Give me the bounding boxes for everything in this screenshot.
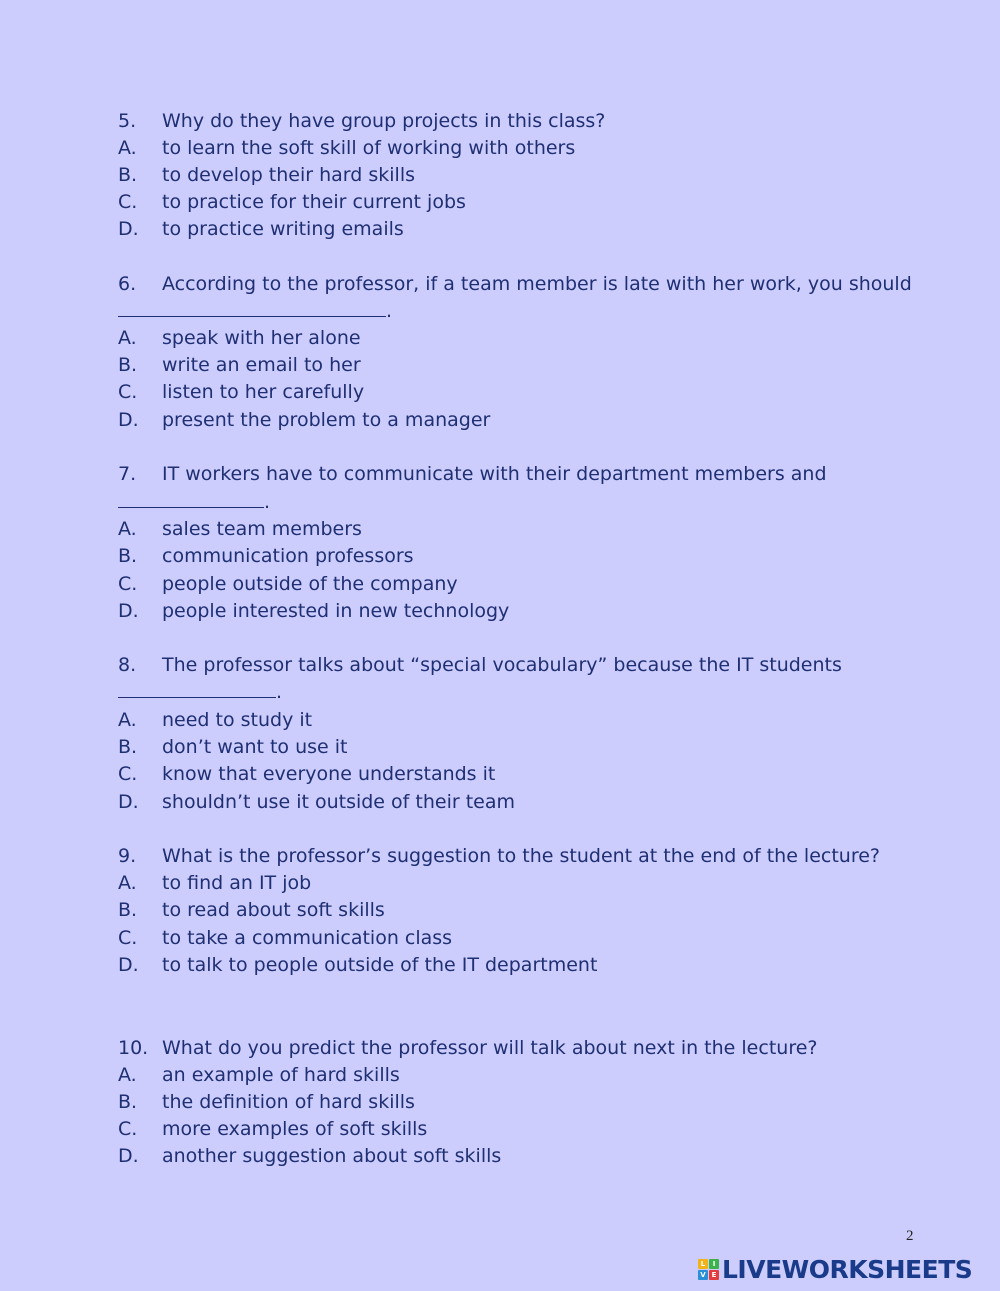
blank-line[interactable] — [118, 300, 386, 317]
option-letter: D. — [118, 218, 139, 240]
option-9d[interactable] — [118, 952, 597, 979]
answer-blank-6[interactable] — [118, 298, 392, 325]
option-letter: C. — [118, 573, 138, 595]
option-letter: A. — [118, 1064, 137, 1086]
option-letter: B. — [118, 1091, 138, 1113]
option-text: speak with her alone — [162, 327, 361, 349]
option-10b[interactable] — [118, 1089, 415, 1116]
option-text: communication professors — [162, 545, 414, 567]
option-letter: D. — [118, 600, 139, 622]
logo-tile: V — [698, 1270, 708, 1280]
option-text: listen to her carefully — [162, 381, 365, 403]
question-10 — [118, 1035, 817, 1062]
question-number: 8. — [118, 654, 137, 676]
option-8a[interactable] — [118, 707, 312, 734]
question-number: 5. — [118, 110, 137, 132]
question-5 — [118, 108, 605, 135]
brand-name: LIVEWORKSHEETS — [722, 1254, 973, 1284]
question-6 — [118, 271, 912, 298]
option-10d[interactable] — [118, 1143, 501, 1170]
option-5b[interactable] — [118, 162, 415, 189]
option-8b[interactable] — [118, 734, 347, 761]
question-7 — [118, 461, 827, 488]
liveworksheets-brand[interactable] — [698, 1254, 972, 1284]
option-text: to take a communication class — [162, 927, 453, 949]
question-text: IT workers have to communicate with their department members and — [162, 463, 827, 485]
option-9a[interactable] — [118, 870, 311, 897]
option-text: write an email to her — [162, 354, 361, 376]
option-7c[interactable] — [118, 571, 458, 598]
option-letter: A. — [118, 327, 137, 349]
option-letter: C. — [118, 381, 138, 403]
question-8 — [118, 652, 842, 679]
option-letter: A. — [118, 137, 137, 159]
blank-line[interactable] — [118, 681, 276, 698]
option-text: don’t want to use it — [162, 736, 348, 758]
question-number: 10. — [118, 1037, 149, 1059]
option-7a[interactable] — [118, 516, 362, 543]
blank-line[interactable] — [118, 491, 264, 508]
option-text: to develop their hard skills — [162, 164, 416, 186]
option-text: more examples of soft skills — [162, 1118, 428, 1140]
option-letter: C. — [118, 763, 138, 785]
option-text: to find an IT job — [162, 872, 312, 894]
option-6c[interactable] — [118, 379, 364, 406]
option-text: to practice for their current jobs — [162, 191, 466, 213]
option-text: need to study it — [162, 709, 313, 731]
option-10c[interactable] — [118, 1116, 427, 1143]
option-text: to talk to people outside of the IT department — [162, 954, 598, 976]
option-letter: B. — [118, 899, 138, 921]
blank-period: . — [264, 491, 271, 513]
option-letter: B. — [118, 736, 138, 758]
option-text: to learn the soft skill of working with others — [162, 137, 576, 159]
option-5a[interactable] — [118, 135, 575, 162]
option-letter: D. — [118, 1145, 139, 1167]
option-text: people outside of the company — [162, 573, 458, 595]
question-text: What is the professor’s suggestion to the student at the end of the lecture? — [162, 845, 880, 867]
option-9b[interactable] — [118, 897, 385, 924]
option-text: an example of hard skills — [162, 1064, 400, 1086]
question-text: The professor talks about “special vocabulary” because the IT students — [162, 654, 842, 676]
option-letter: D. — [118, 954, 139, 976]
option-7d[interactable] — [118, 598, 509, 625]
page-number: 2 — [906, 1228, 914, 1244]
option-letter: A. — [118, 872, 137, 894]
option-text: to practice writing emails — [162, 218, 404, 240]
question-text: Why do they have group projects in this class? — [162, 110, 606, 132]
option-5d[interactable] — [118, 216, 404, 243]
logo-tile: L — [698, 1259, 708, 1269]
option-5c[interactable] — [118, 189, 466, 216]
option-letter: D. — [118, 791, 139, 813]
option-text: know that everyone understands it — [162, 763, 496, 785]
logo-tile: E — [709, 1270, 719, 1280]
option-letter: D. — [118, 409, 139, 431]
option-6b[interactable] — [118, 352, 361, 379]
option-letter: B. — [118, 354, 138, 376]
question-9 — [118, 843, 880, 870]
option-text: shouldn’t use it outside of their team — [162, 791, 515, 813]
option-8d[interactable] — [118, 789, 515, 816]
option-text: another suggestion about soft skills — [162, 1145, 502, 1167]
option-text: people interested in new technology — [162, 600, 510, 622]
question-number: 9. — [118, 845, 137, 867]
option-text: present the problem to a manager — [162, 409, 491, 431]
logo-tile: I — [709, 1259, 719, 1269]
blank-period: . — [276, 681, 283, 703]
option-8c[interactable] — [118, 761, 495, 788]
answer-blank-8[interactable] — [118, 679, 282, 706]
option-text: to read about soft skills — [162, 899, 385, 921]
liveworksheets-logo-icon — [698, 1259, 719, 1280]
option-6d[interactable] — [118, 407, 490, 434]
option-text: sales team members — [162, 518, 362, 540]
answer-blank-7[interactable] — [118, 489, 270, 516]
option-text: the definition of hard skills — [162, 1091, 415, 1113]
blank-period: . — [386, 300, 393, 322]
option-7b[interactable] — [118, 543, 414, 570]
option-letter: C. — [118, 927, 138, 949]
option-10a[interactable] — [118, 1062, 400, 1089]
question-number: 6. — [118, 273, 137, 295]
option-letter: C. — [118, 191, 138, 213]
question-text: What do you predict the professor will talk about next in the lecture? — [162, 1037, 818, 1059]
option-letter: C. — [118, 1118, 138, 1140]
question-text: According to the professor, if a team member is late with her work, you should — [162, 273, 912, 295]
option-letter: A. — [118, 518, 137, 540]
option-letter: A. — [118, 709, 137, 731]
option-6a[interactable] — [118, 325, 361, 352]
question-number: 7. — [118, 463, 137, 485]
option-letter: B. — [118, 545, 138, 567]
option-letter: B. — [118, 164, 138, 186]
option-9c[interactable] — [118, 925, 452, 952]
